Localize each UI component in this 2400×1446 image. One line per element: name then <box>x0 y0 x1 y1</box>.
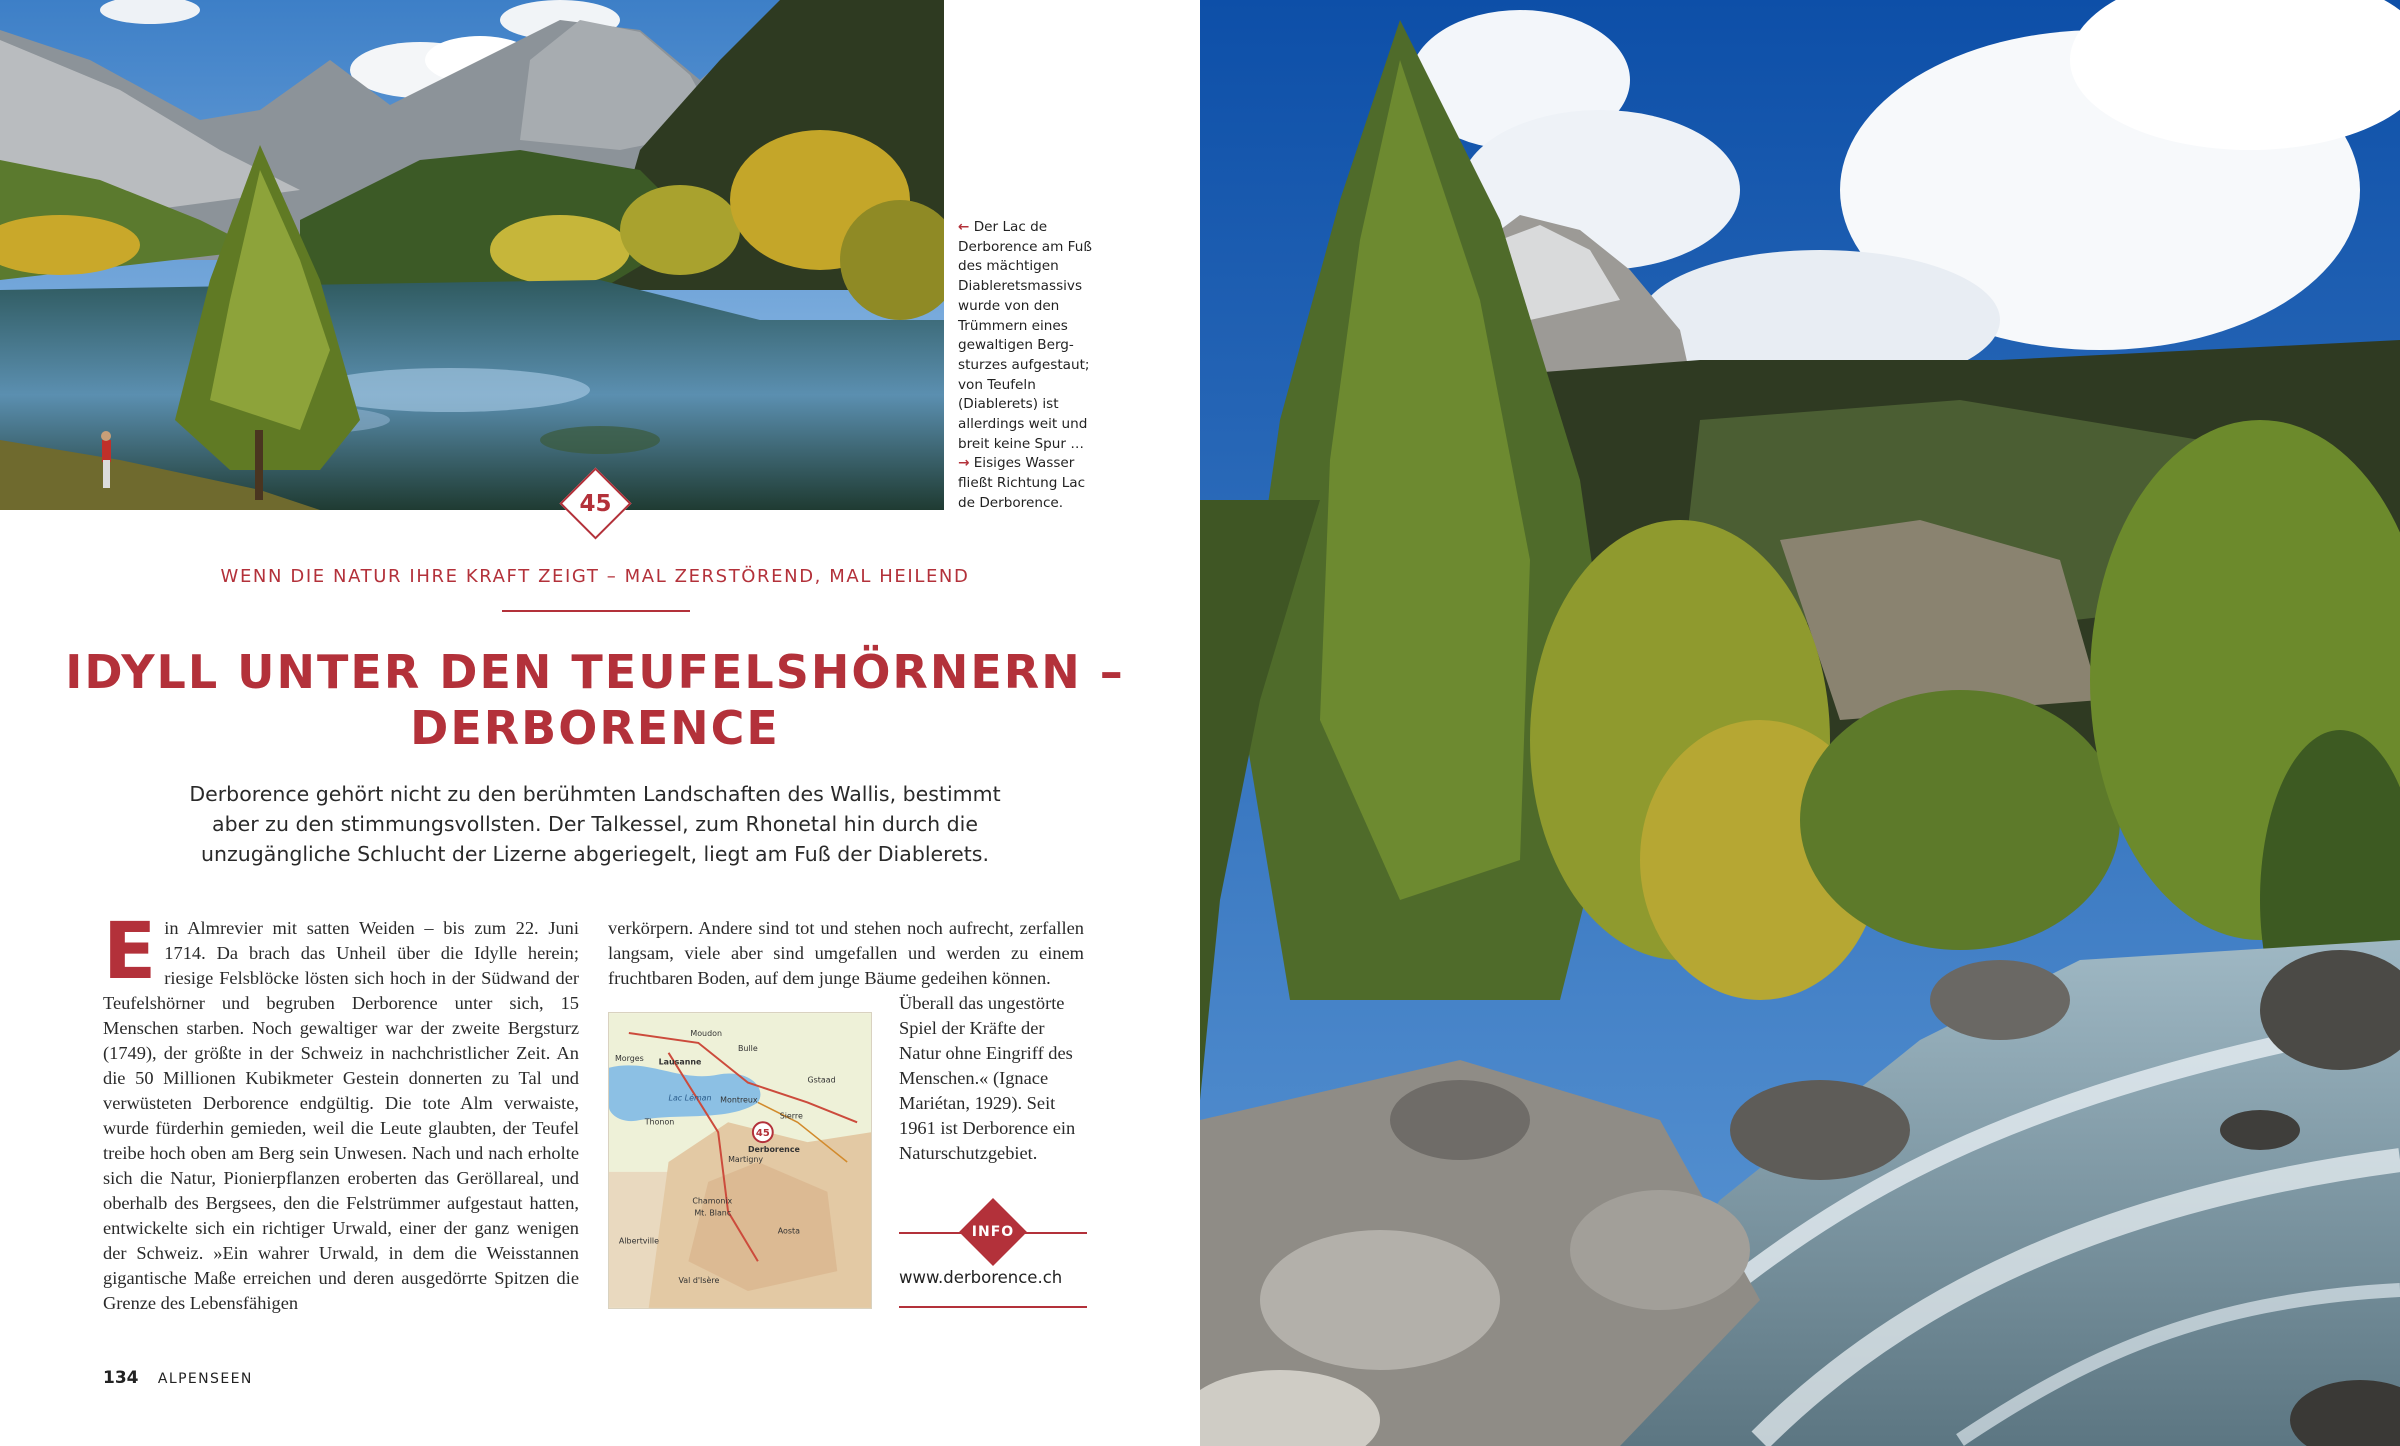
map-label-bulle: Bulle <box>738 1043 758 1053</box>
location-map <box>608 1012 872 1309</box>
map-label-aosta: Aosta <box>777 1226 800 1236</box>
article-title <box>0 644 1190 756</box>
map-label-gstaad: Gstaad <box>807 1075 836 1085</box>
body-column-2-top: verkörpern. Andere sind tot und stehen noch aufrecht, zerfallen langsam, viele aber sind umgefallen und werden zu einem fruchtbaren Boden, auf dem junge Bäume gedeihen können. <box>608 918 1084 988</box>
map-label-moudon: Moudon <box>690 1028 722 1038</box>
map-label-lac-leman: Lac Léman <box>668 1093 712 1103</box>
map-marker-label: 45 <box>755 1128 770 1140</box>
river-forest-photo <box>1200 0 2400 1446</box>
number-badge-label: 45 <box>579 491 612 517</box>
title-line-2: DERBORENCE <box>410 701 780 755</box>
map-label-martigny: Martigny <box>728 1154 764 1164</box>
body-column-1 <box>103 907 579 1316</box>
photo-caption <box>958 218 1098 514</box>
page-number: 134 <box>103 1368 139 1388</box>
lake-photo <box>0 0 944 510</box>
arrow-right-icon: → <box>958 455 970 472</box>
title-line-1: IDYLL UNTER DEN TEUFELSHÖRNERN – <box>65 645 1125 699</box>
map-label-albertville: Albertville <box>618 1236 659 1246</box>
map-label-montreux: Montreux <box>720 1095 758 1105</box>
body-text-1: in Almrevier mit satten Weiden – bis zum 22. Juni 1714. Da brach das Unheil über die Idylle herein; riesige Felsblöcke lösten sich hoch in der Südwand der Teufelshörner und begruben Derborence unter sich, 15 Menschen starben. Noch gewaltiger war der zweite Bergsturz (1749), der größte in der Schweiz in nachchristlicher Zeit. An die 50 Millionen Kubikmeter Gestein donnerten zu Tal und verwüsteten Derborence endgültig. Die tote Alm verwaiste, wurde fürderhin gemieden, weil die Leute glaubten, der Teufel treibe hoch oben am Berg sein Unwesen. Nach und nach erholte sich die Natur, Pionierpflanzen eroberten das Geröllareal, und oberhalb des Bergsees, den die Felstrümmer aufgestaut hatten, entwickelte sich ein richtiger Urwald, einer der ganz wenigen der Schweiz. »Ein wahrer Urwald, in dem die Weisstannen gigantische Maße erreichen und deren ausgedörrte Spitzen die Grenze des Lebensfähigen <box>103 918 579 1313</box>
map-label-mt-blanc: Mt. Blanc <box>694 1208 732 1218</box>
map-label-sierre: Sierre <box>779 1111 803 1121</box>
lead-paragraph: Derborence gehört nicht zu den berühmten Landschaften des Wallis, bestimmt aber zu den stimmungsvollsten. Der Talkessel, zum Rhonetal hin durch die unzugängliche Schlucht der Lizerne abgeriegelt, liegt am Fuß der Diablerets. <box>189 782 1001 866</box>
info-divider-bottom <box>899 1306 1087 1308</box>
kicker-divider <box>502 610 690 612</box>
map-label-thonon: Thonon <box>644 1117 675 1127</box>
map-label-chamonix: Chamonix <box>692 1196 733 1206</box>
map-label-lausanne: Lausanne <box>658 1057 702 1067</box>
map-label-morges: Morges <box>614 1053 644 1063</box>
caption-text-1: Der Lac de Derborence am Fuß des mächtigen Diableretsmassivs wurde von den Trümmern eines gewaltigen Bergsturzes aufgestaut; von Teufeln (Diablerets) ist allerdings weit und breit keine Spur … <box>958 219 1092 452</box>
arrow-left-icon: ← <box>958 219 970 235</box>
map-label-val-disere: Val d'Isère <box>678 1276 720 1286</box>
kicker-heading: WENN DIE NATUR IHRE KRAFT ZEIGT – MAL ZERSTÖREND, MAL HEILEND <box>220 566 970 587</box>
page-footer <box>103 1368 253 1388</box>
info-label: INFO <box>971 1224 1015 1240</box>
section-name: ALPENSEEN <box>157 1371 253 1387</box>
body-column-2-side: Überall das ungestörte Spiel der Kräfte der Natur ohne Eingriff des Menschen.« (Ignace Mariétan, 1929). Seit 1961 ist Derborence ein Naturschutzgebiet. <box>899 993 1076 1163</box>
caption-text-2: Eisiges Wasser fließt Richtung Lac de Derborence. <box>958 455 1086 511</box>
drop-cap: E <box>103 907 157 997</box>
info-website-link[interactable]: www.derborence.ch <box>899 1268 1063 1287</box>
map-label-derborence: Derborence <box>747 1145 800 1155</box>
